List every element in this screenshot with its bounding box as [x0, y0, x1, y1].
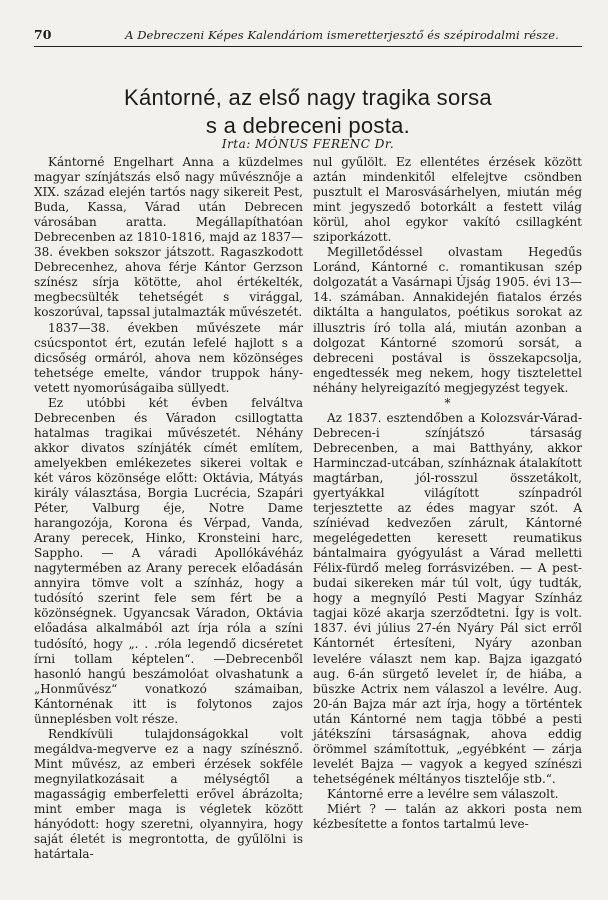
- paragraph: Megilletődéssel olvastam Hegedűs Loránd, Kántorné c. romantikusan szép dolgozatát a Vasárnapi Újság 1905. évi 13—14. számában. Annakidején fiatalos érzés diktálta a hangulatos, poétikus sorokat az illusztris író tolla alá, miután azonban a dolgozat Kántorné szomorú sorsát, a debreceni postával is összekapcsolja, engedtessék meg nekem, hogy tisztelettel néhány helyreigazító megjegyzést tegyek.: [313, 245, 582, 395]
- left-column: [34, 155, 303, 862]
- right-column: [313, 155, 582, 832]
- article-title-line-2: s a debreceni posta.: [205, 113, 411, 138]
- page-number: 70: [34, 27, 52, 42]
- page-header: [34, 27, 582, 45]
- paragraph: Ez utóbbi két évben felváltva Debrecenben és Váradon csillogtatta hatalmas tragikai művészetét. Néhány akkor divatos színjáték címét említem, amelyekben emlékezetes sikerei voltak e két város közönsége előtt: Oktávia, Mátyás király választása, Borgia Lucrécia, Szapári Péter, Valburg éje, Notre Dame harangozója, Korona és Vérpad, Vanda, Arany perecek, Hinko, Kronsteini harc, Sappho. — A váradi Apollókávéház nagytermében az Arany perecek előadásán annyira tömve volt a színház, hogy a tudósító szerint fele sem fért be a közönségnek. Ugyancsak Váradon, Oktávia előadása alkalmából azt írja róla a színi tudósító, hogy „. . .róla legendő dicséretet írni tollam képtelen“. —Debrecenből hasonló hangú beszámolóat olvashatunk a „Honművész“ vonatkozó számaiban, Kántornénak itt is folytonos zajos ünneplésben volt része.: [34, 395, 303, 726]
- section-separator: *: [444, 395, 451, 410]
- paragraph: Rendkívüli tulajdonságokkal volt megáldva-megverve ez a nagy színésznő. Mint művész, az emberi érzések sokféle megnyilatkozásait a mélységtől a magasságig emberfeletti erővel ábrázolta; mint ember maga is végletek között hányódott: hogy szeretni, olyannyira, hogy saját életét is megrontotta, de gyűlölni is határtala-: [34, 726, 303, 862]
- running-title: A Debreczeni Képes Kalendáriom ismeretterjesztő és szépirodalmi része.: [125, 28, 559, 42]
- article-title: [34, 84, 582, 140]
- paragraph: Kántorné Engelhart Anna a küzdelmes magyar színjátszás első nagy művésznője a XIX. század elején tartós nagy sikereit Pest, Buda, Kassa, Várad után Debrecen városában aratta. Megállapíthatóan Debrecenben az 1810-1816, majd az 1837—38. években sokszor játszott. Ragaszkodott Debrecenhez, ahova férje Kántor Gerzson színész sírja kötötte, ahol értékelték, megbecsülték tehetségét s virággal, koszorúval, tapssal jutalmazták művészetét.: [34, 155, 303, 320]
- paragraph: 1837—38. években művészete már csúcspontot ért, ezután lefelé hajlott s a dicsőség ormáról, ahova nem közönséges tehetsége emelte, vándor truppok hány-vetett nyomorúságaiba süllyedt.: [34, 320, 303, 395]
- paragraph: Miért ? — talán az akkori posta nem kézbesítette a fontos tartalmú leve-: [313, 801, 582, 832]
- header-rule: [34, 46, 582, 47]
- paragraph: Az 1837. esztendőben a Kolozsvár-Várad-Debrecen-i színjátszó társaság Debrecenben, a mai Batthyány, akkor Harminczad-utcában, színháznak átalakított magtárban, jól-rosszul összetákolt, gyertyákkal világított színpadról terjesztette az édes magyar szót. A színiévad kedvezően zárult, Kántorné megelégedetten keresett reumatikus bántalmaira gyógyulást a Várad melletti Félix-fürdő meleg forrásvizében. — A pest-budai sikereken már túl volt, úgy tudták, hogy a megnyíló Pesti Magyar Színház tagjai közé akarja szerződtetni. Így is volt. 1837. évi július 27-én Nyáry Pál sict erről Kántornét értesíteni, Nyáry azonban levelére választ nem kap. Bajza igazgató aug. 6-án sürgető levelet ír, de hiába, a büszke Actrix nem válaszol a levélre. Aug. 20-án Bajza már azt írja, hogy a történtek után Kántorné nem tagja többé a pesti játékszíni társaságnak, ahova eddig örömmel számítottuk, „egyébként — zárja levelét Bajza — vagyok a kegyed színészi tehetségének méltányos tisztelője stb.“.: [313, 410, 582, 786]
- paragraph-continuation: nul gyűlölt. Ez ellentétes érzések között aztán mindenkitől elfelejtve csöndben pusztult el Marosvásárhelyen, miután még mint jegyszedő botorkált a festett világ körül, ahol egykor vakító csillagként sziporkázott.: [313, 155, 582, 245]
- paragraph: Kántorné erre a levélre sem válaszolt.: [327, 786, 559, 801]
- article-author: Irta: MÓNUS FERENC Dr.: [221, 137, 395, 151]
- article-title-line-1: Kántorné, az első nagy tragika sorsa: [124, 85, 492, 110]
